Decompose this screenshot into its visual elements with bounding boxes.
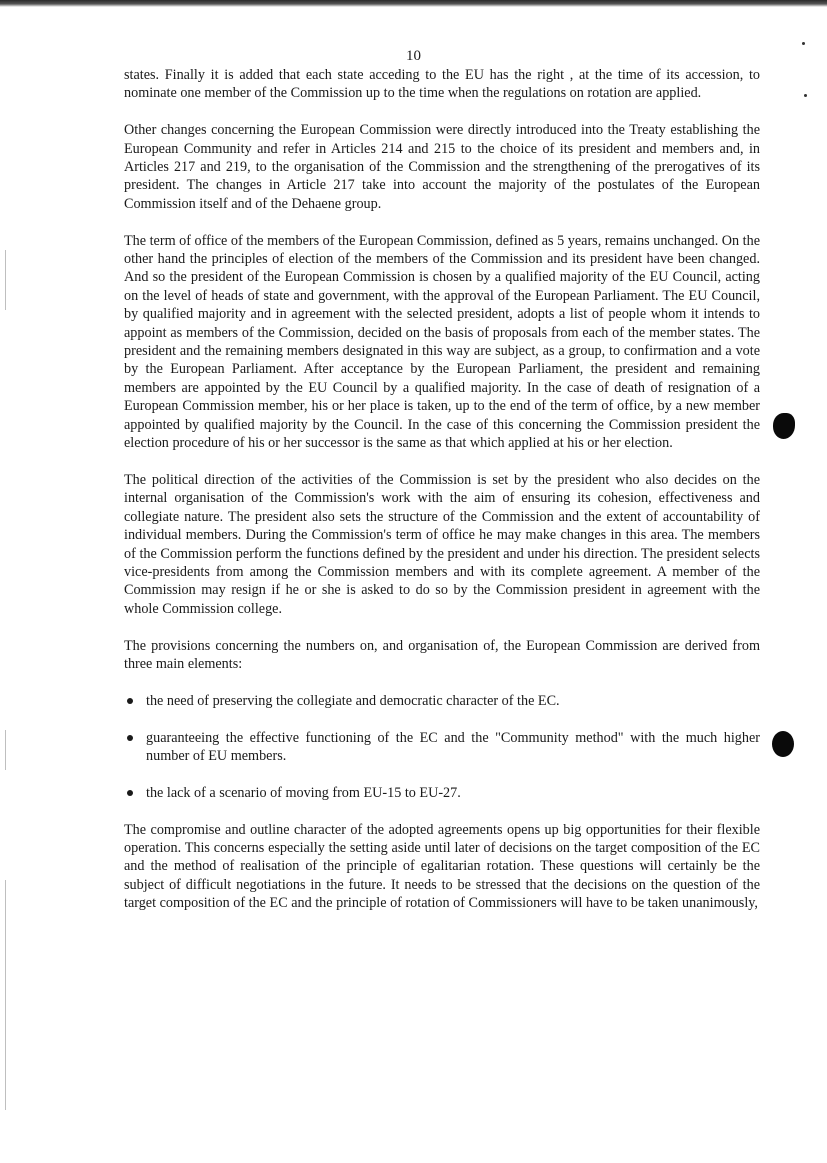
scan-margin-line: [5, 880, 6, 1110]
paragraph: states. Finally it is added that each state acceding to the EU has the right , at the time of its accession, to nominate one member of the Commission up to the time when the regulations on rotation are applied.: [124, 67, 760, 102]
page-number: 10: [406, 48, 421, 64]
bullet-icon: [127, 735, 133, 741]
punch-hole-mark: [773, 413, 795, 439]
scan-top-edge: [0, 0, 827, 7]
bullet-icon: [127, 790, 133, 796]
punch-hole-mark: [772, 731, 794, 757]
bullet-text: the lack of a scenario of moving from EU-15 to EU-27.: [146, 784, 461, 801]
bullet-icon: [127, 698, 133, 704]
paragraph: The term of office of the members of the European Commission, defined as 5 years, remains unchanged. On the other hand the principles of election of the members of the Commission and its president have been changed. And so the president of the European Commission is chosen by a qualified majority of the EU Council, acting on the level of heads of state and government, with the approval of the European Parliament. The EU Council, by qualified majority and in agreement with the selected president, adopts a list of people whom it intends to appoint as members of the Commission, decided on the basis of proposals from each of the member states. The president and the remaining members designated in this way are subject, as a group, to confirmation and a vote by the European Parliament. After acceptance by the European Parliament, the president and remaining members are appointed by the EU Council by a qualified majority. In the case of death of resignation of a European Commission member, his or her place is taken, up to the end of the term of office, by a new member appointed by qualified majority by the Council. In the case of this concerning the Commission president the election procedure of his or her successor is the same as that which applied at his or her election.: [124, 232, 761, 452]
bullet-item: [124, 729, 760, 766]
bullet-item: [124, 784, 760, 802]
paragraph: The compromise and outline character of the adopted agreements opens up big opportunities for their flexible operation. This concerns especially the setting aside until later of decisions on the target composition of the EC and the method of realisation of the principle of egalitarian rotation. These questions will certainly be the subject of difficult negotiations in the future. It needs to be stressed that the decisions on the question of the target composition of the EC and the principle of rotation of Commissioners will have to be taken unanimously,: [124, 821, 760, 912]
scan-margin-line: [5, 730, 6, 770]
paragraph: Other changes concerning the European Commission were directly introduced into the Treaty establishing the European Community and refer in Articles 214 and 215 to the choice of its president and members and, in Articles 217 and 219, to the organisation of the Commission and the strengthening of the prerogatives of its president. The changes in Article 217 take into account the majority of the postulates of the European Commission itself and of the Dehaene group.: [124, 122, 760, 212]
scan-speck: [802, 42, 805, 45]
bullet-list: [124, 692, 760, 802]
bullet-text: guaranteeing the effective functioning of the EC and the "Community method" with the much higher number of EU members.: [146, 729, 760, 764]
scan-margin-line: [5, 250, 6, 310]
document-body: [124, 66, 760, 931]
paragraph: The provisions concerning the numbers on, and organisation of, the European Commission are derived from three main elements:: [124, 637, 760, 672]
bullet-item: [124, 692, 760, 710]
bullet-text: the need of preserving the collegiate and democratic character of the EC.: [146, 692, 560, 709]
scan-speck: [804, 94, 807, 97]
paragraph: The political direction of the activities of the Commission is set by the president who also decides on the internal organisation of the Commission's work with the aim of ensuring its cohesion, effectiveness and collegiate nature. The president also sets the structure of the Commission and the extent of accountability of individual members. During the Commission's term of office he may make changes in this area. The members of the Commission perform the functions defined by the president and under his direction. The president selects vice-presidents from among the Commission members and with its complete agreement. A member of the Commission may resign if he or she is asked to do so by the Commission president in agreement with the whole Commission college.: [124, 471, 760, 617]
